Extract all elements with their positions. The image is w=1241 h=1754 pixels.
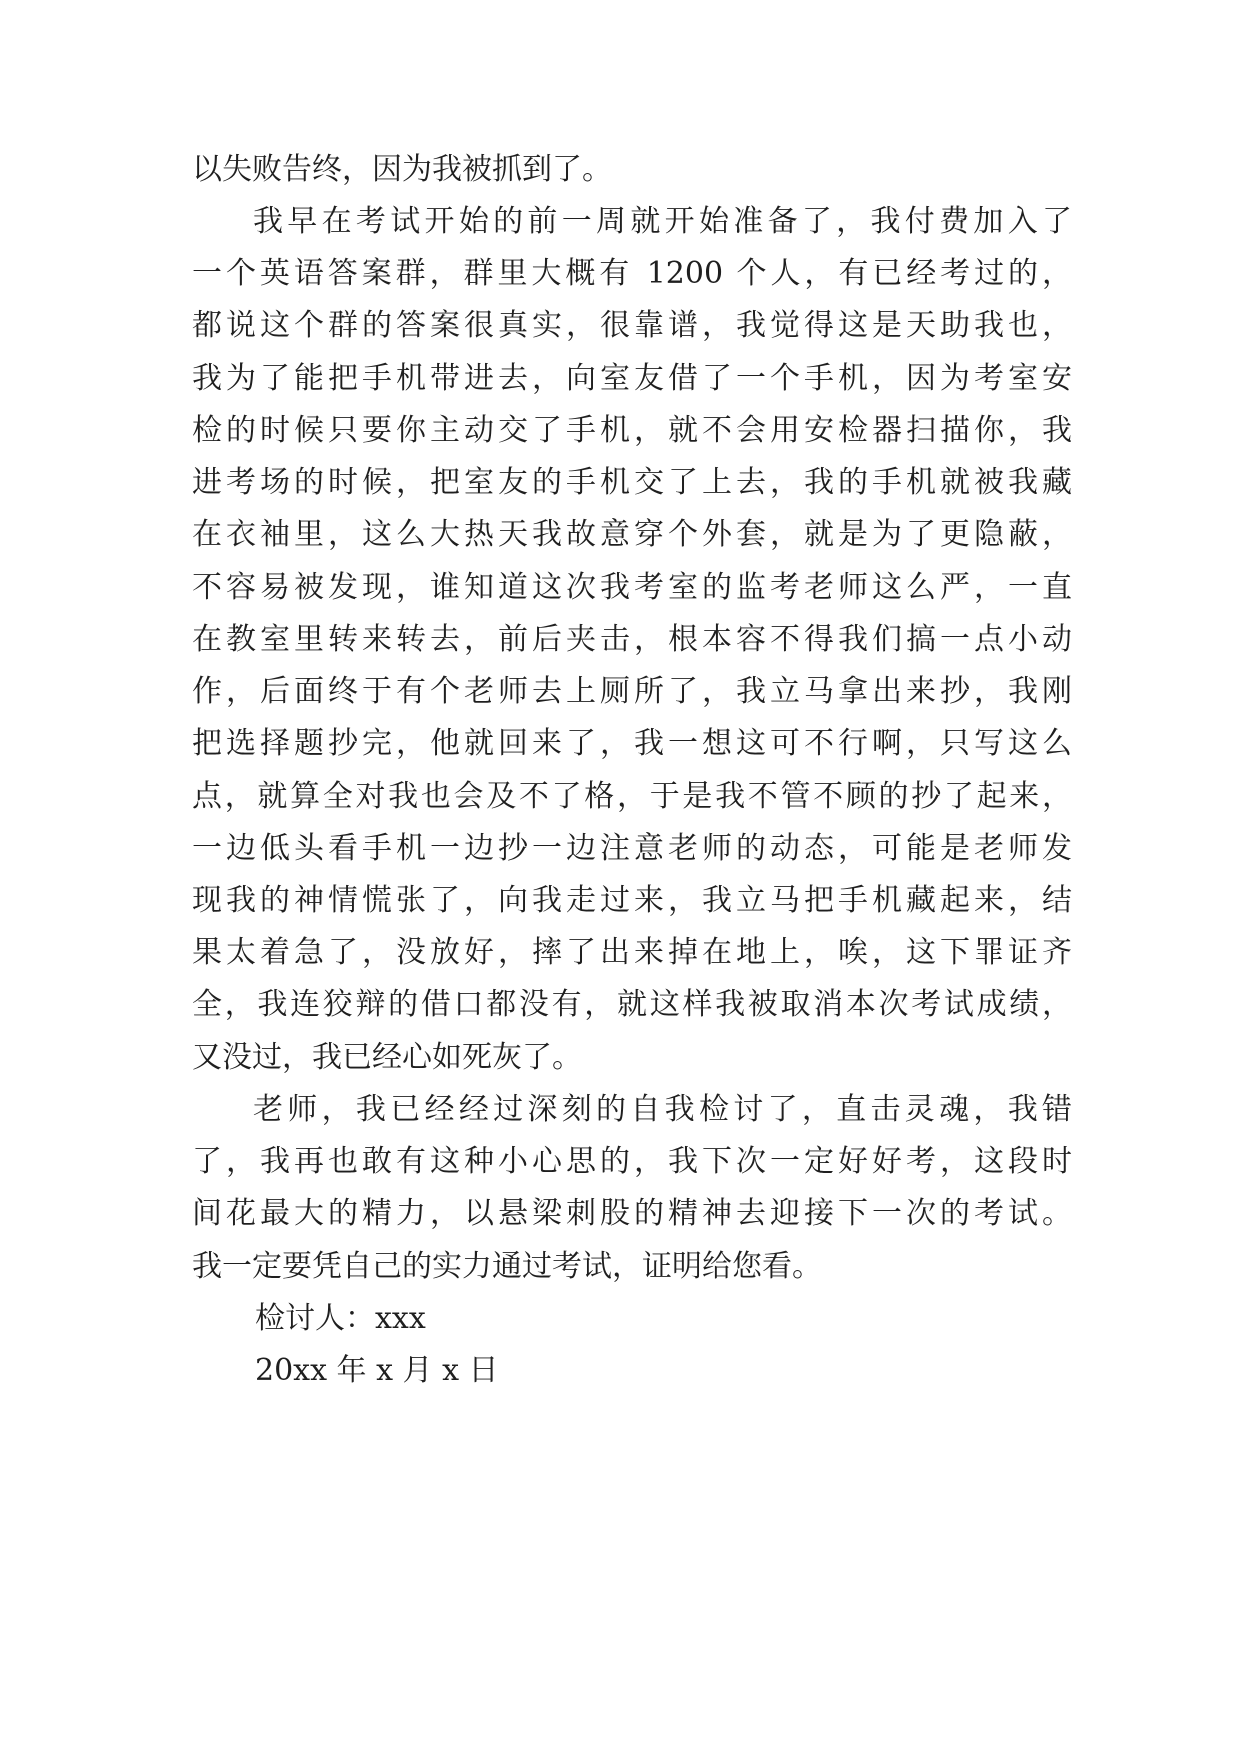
paragraph-first-line: 老师，我已经经过深刻的自我检讨了，直击灵魂，我错 xyxy=(253,1092,1072,1127)
reviewer-signature: 检讨人：xxx xyxy=(255,1301,426,1336)
text-line: 把选择题抄完，他就回来了，我一想这可不行啊，只写这么 xyxy=(192,726,1072,761)
text-line: 作，后面终于有个老师去上厕所了，我立马拿出来抄，我刚 xyxy=(192,674,1072,709)
text-line: 了，我再也敢有这种小心思的，我下次一定好好考，这段时 xyxy=(192,1144,1072,1179)
text-line: 我为了能把手机带进去，向室友借了一个手机，因为考室安 xyxy=(192,361,1072,396)
text-line: 以失败告终，因为我被抓到了。 xyxy=(192,152,612,187)
text-line: 我一定要凭自己的实力通过考试，证明给您看。 xyxy=(192,1249,822,1284)
text-line: 间花最大的精力，以悬梁刺股的精神去迎接下一次的考试。 xyxy=(192,1196,1072,1231)
text-line: 一个英语答案群，群里大概有 1200 个人，有已经考过的， xyxy=(192,256,1072,291)
text-line: 一边低头看手机一边抄一边注意老师的动态，可能是老师发 xyxy=(192,831,1072,866)
text-line: 现我的神情慌张了，向我走过来，我立马把手机藏起来，结 xyxy=(192,883,1072,918)
text-line: 在衣袖里，这么大热天我故意穿个外套，就是为了更隐蔽， xyxy=(192,517,1072,552)
text-line: 全，我连狡辩的借口都没有，就这样我被取消本次考试成绩， xyxy=(192,987,1072,1022)
text-line: 又没过，我已经心如死灰了。 xyxy=(192,1040,582,1075)
text-line: 都说这个群的答案很真实，很靠谱，我觉得这是天助我也， xyxy=(192,308,1072,343)
text-line: 不容易被发现，谁知道这次我考室的监考老师这么严，一直 xyxy=(192,570,1072,605)
text-line: 果太着急了，没放好，摔了出来掉在地上，唉，这下罪证齐 xyxy=(192,935,1072,970)
signature-date: 20xx 年 x 月 x 日 xyxy=(255,1353,499,1388)
paragraph-first-line: 我早在考试开始的前一周就开始准备了，我付费加入了 xyxy=(253,204,1072,239)
text-line: 点，就算全对我也会及不了格，于是我不管不顾的抄了起来， xyxy=(192,779,1072,814)
text-line: 在教室里转来转去，前后夹击，根本容不得我们搞一点小动 xyxy=(192,622,1072,657)
text-line: 进考场的时候，把室友的手机交了上去，我的手机就被我藏 xyxy=(192,465,1072,500)
text-line: 检的时候只要你主动交了手机，就不会用安检器扫描你，我 xyxy=(192,413,1072,448)
